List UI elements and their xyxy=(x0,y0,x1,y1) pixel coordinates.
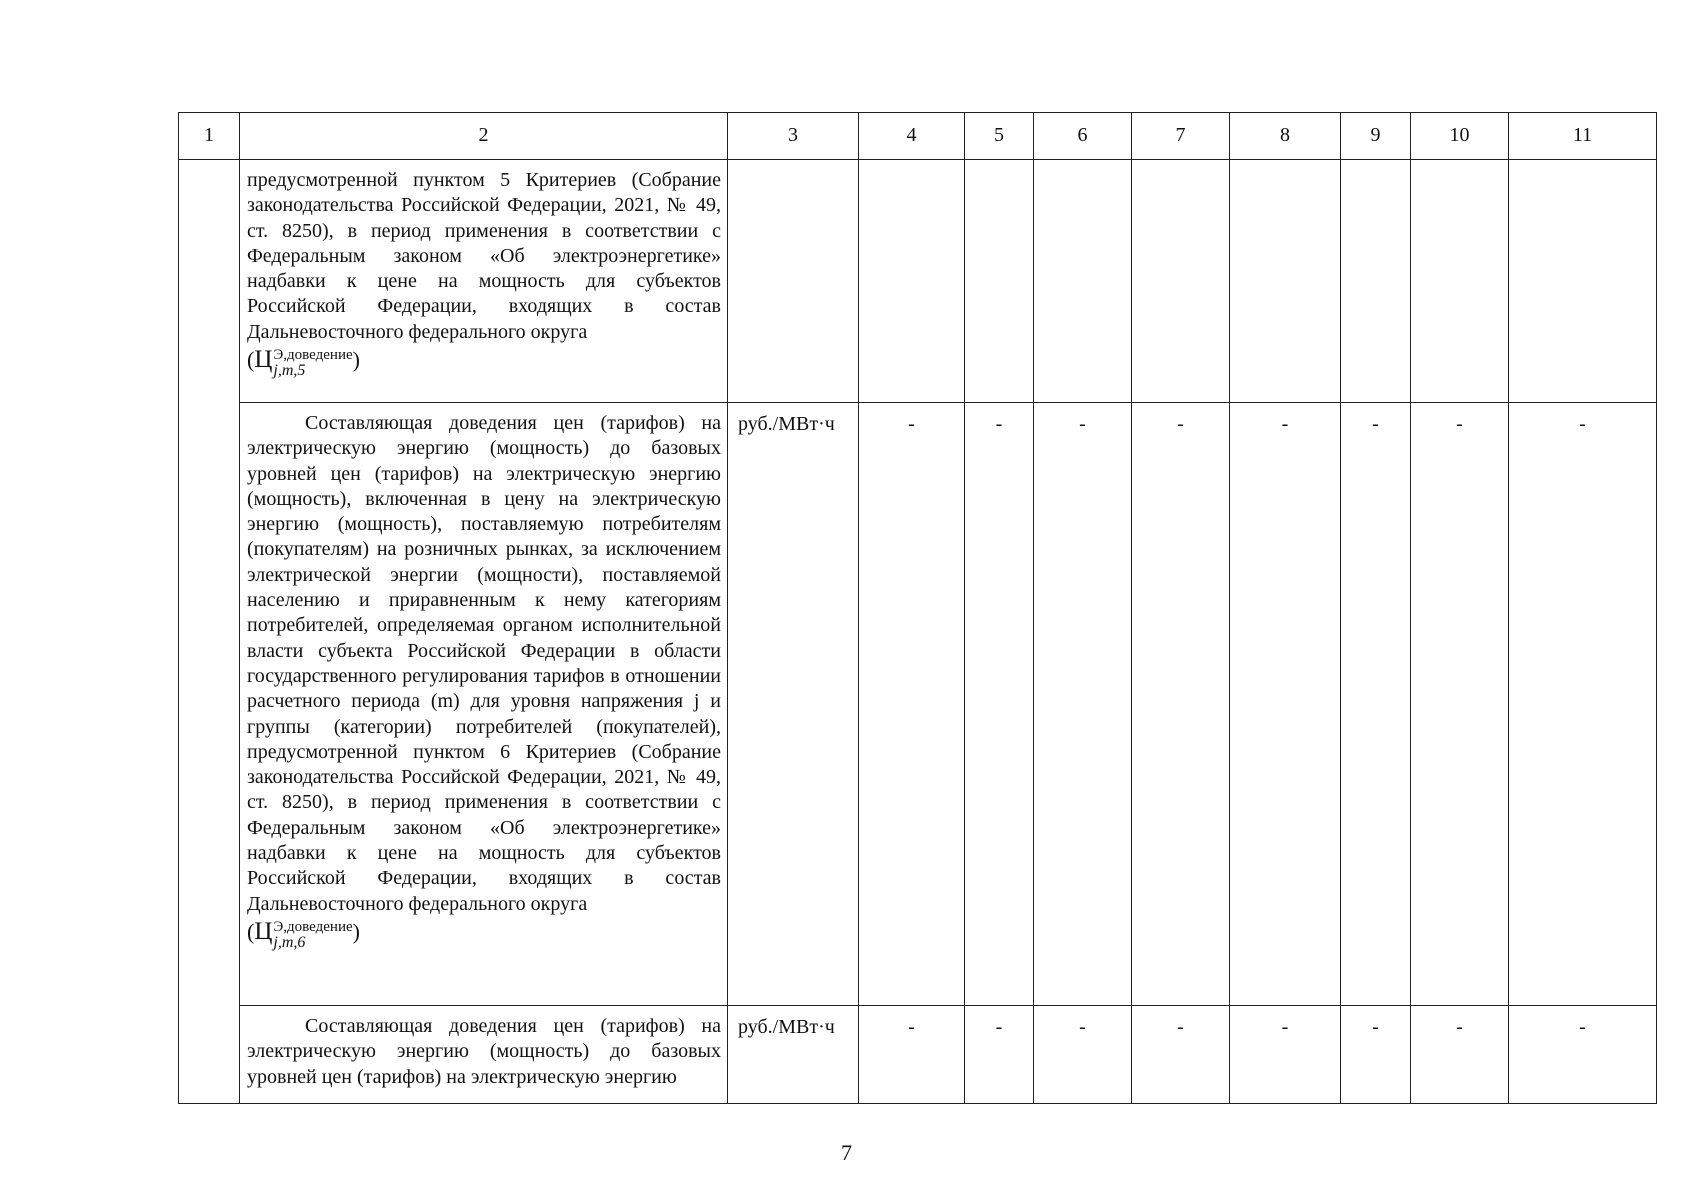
table-row xyxy=(179,1006,1657,1104)
unit-cell: руб./МВт·ч xyxy=(728,403,859,1006)
table-row xyxy=(179,403,1657,1006)
page-number: 7 xyxy=(841,1140,852,1165)
value-cell xyxy=(1411,160,1509,403)
value-cell xyxy=(1034,160,1132,403)
formula-superscript: Э,доведение xyxy=(273,347,353,364)
value-cell xyxy=(1341,160,1411,403)
column-header: 4 xyxy=(859,113,965,160)
column-header: 10 xyxy=(1411,113,1509,160)
column-header: 8 xyxy=(1230,113,1341,160)
column-header: 6 xyxy=(1034,113,1132,160)
value-cell: - xyxy=(1509,403,1657,1006)
description-text: предусмотренной пунктом 5 Критериев (Собрание законодательства Российской Федерации, 2021, № 49, ст. 8250), в период применения в соответствии с Федеральным законом «Об электроэнергетике» надбавки к цене на мощность для субъектов Российской Федерации, входящих в состав Дальневосточного федерального округа xyxy=(247,169,721,343)
value-cell: - xyxy=(1034,1006,1132,1104)
row-number-cell xyxy=(179,160,240,1104)
column-header: 11 xyxy=(1509,113,1657,160)
description-cell xyxy=(240,1006,728,1104)
formula-symbol: (Ц Э,доведение j,m,6 ) xyxy=(247,917,360,951)
description-text: Составляющая доведения цен (тарифов) на электрическую энергию (мощность) до базовых уровней цен (тарифов) на электрическую энергию (мощность), включенная в цену на электрическую энергию (мощность), поставляемую потребителям (покупателям) на розничных рынках, за исключением электрической энергии (мощности), поставляемой населению и приравненным к нему категориям потребителей, определяемая органом исполнительной власти субъекта Российской Федерации в области государственного регулирования тарифов в отношении расчетного периода (m) для уровня напряжения j и группы (категории) потребителей (покупателей), предусмотренной пунктом 6 Критериев (Собрание законодательства Российской Федерации, 2021, № 49, ст. 8250), в период применения в соответствии с Федеральным законом «Об электроэнергетике» надбавки к цене на мощность для субъектов Российской Федерации, входящих в состав Дальневосточного федерального округа xyxy=(247,412,721,915)
value-cell: - xyxy=(859,1006,965,1104)
value-cell: - xyxy=(1341,403,1411,1006)
value-cell xyxy=(859,160,965,403)
formula-superscript: Э,доведение xyxy=(273,918,353,935)
column-header: 9 xyxy=(1341,113,1411,160)
description-cell xyxy=(240,160,728,403)
value-cell xyxy=(965,160,1034,403)
formula-symbol: (Ц Э,доведение j,m,5 ) xyxy=(247,346,360,380)
value-cell: - xyxy=(1411,1006,1509,1104)
value-cell: - xyxy=(1132,1006,1230,1104)
value-cell xyxy=(1509,160,1657,403)
value-cell xyxy=(1132,160,1230,403)
description-text: Составляющая доведения цен (тарифов) на электрическую энергию (мощность) до базовых уровней цен (тарифов) на электрическую энергию xyxy=(247,1015,721,1088)
formula-subscript: j,m,6 xyxy=(273,933,306,951)
table-row xyxy=(179,160,1657,403)
formula-subscript: j,m,5 xyxy=(273,362,306,380)
column-header: 2 xyxy=(240,113,728,160)
value-cell: - xyxy=(859,403,965,1006)
tariff-table xyxy=(178,112,1657,1104)
value-cell: - xyxy=(1230,1006,1341,1104)
value-cell: - xyxy=(1230,403,1341,1006)
column-header: 3 xyxy=(728,113,859,160)
column-header: 7 xyxy=(1132,113,1230,160)
value-cell: - xyxy=(1034,403,1132,1006)
value-cell: - xyxy=(965,1006,1034,1104)
column-header: 1 xyxy=(179,113,240,160)
column-header: 5 xyxy=(965,113,1034,160)
header-row xyxy=(179,113,1657,160)
value-cell: - xyxy=(965,403,1034,1006)
unit-cell: руб./МВт·ч xyxy=(728,1006,859,1104)
value-cell: - xyxy=(1341,1006,1411,1104)
value-cell: - xyxy=(1132,403,1230,1006)
description-cell xyxy=(240,403,728,1006)
value-cell: - xyxy=(1509,1006,1657,1104)
value-cell xyxy=(1230,160,1341,403)
unit-cell xyxy=(728,160,859,403)
value-cell: - xyxy=(1411,403,1509,1006)
